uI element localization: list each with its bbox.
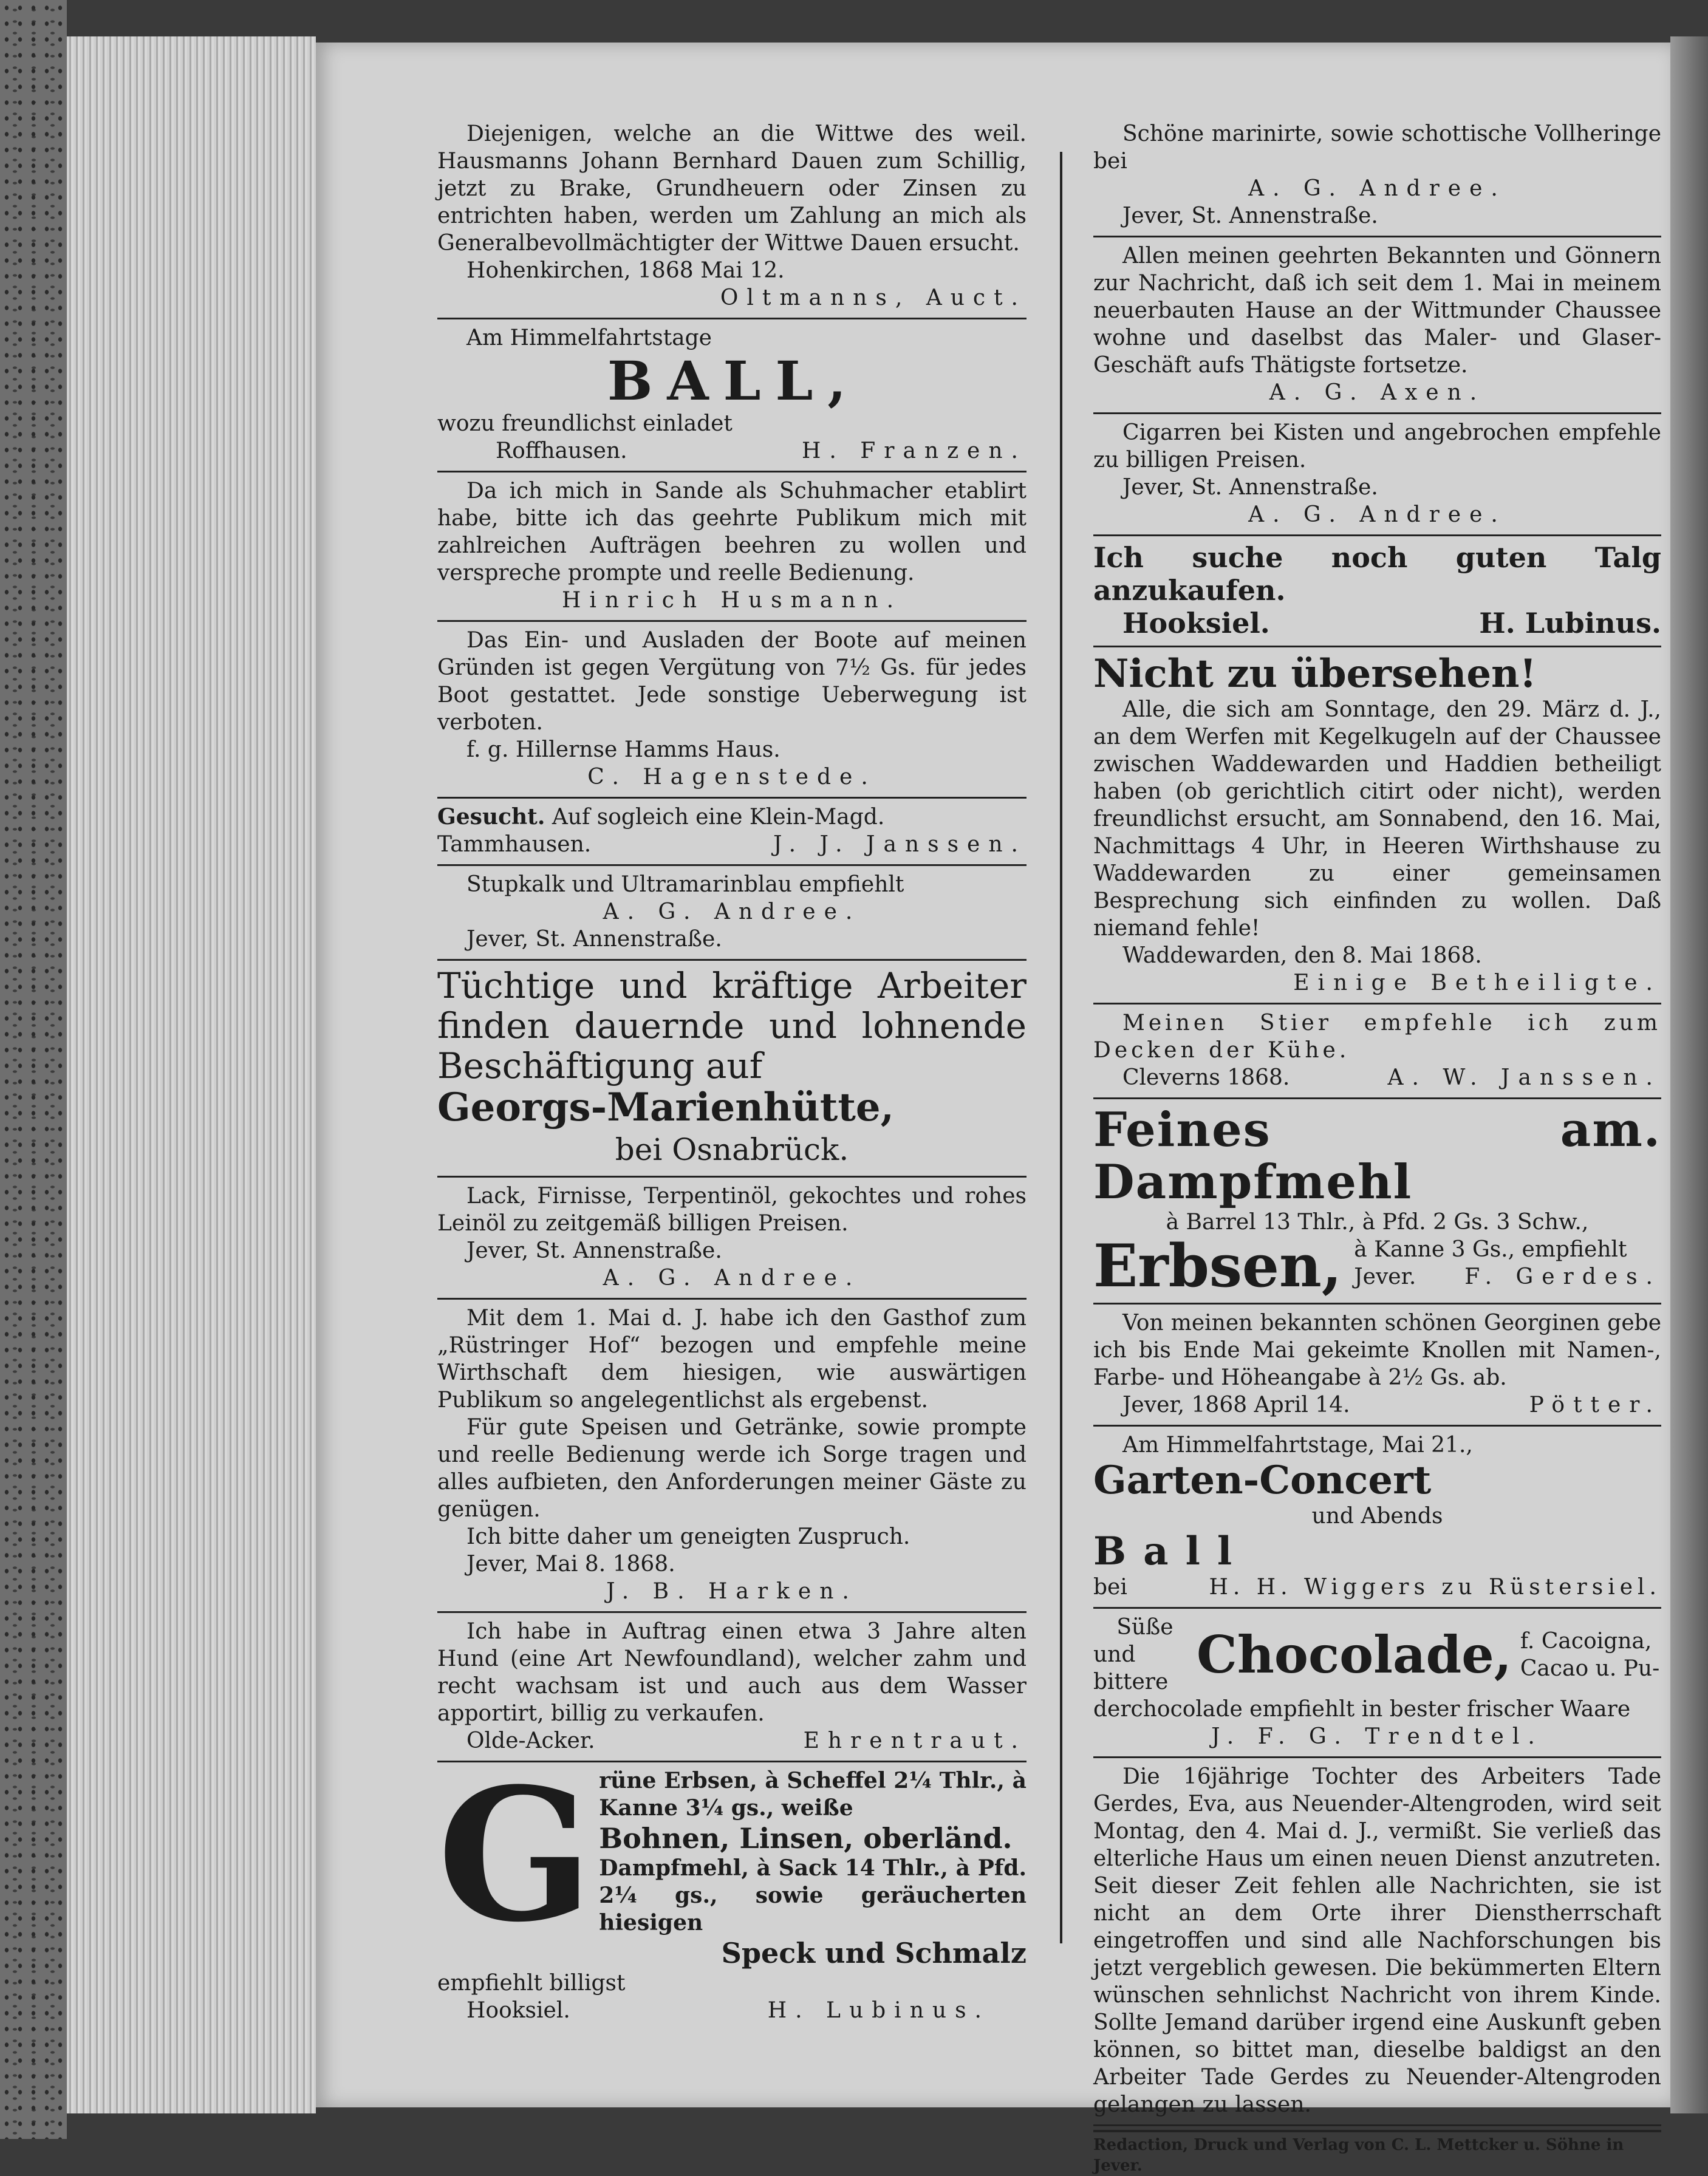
ad-line: bei: [1093, 1575, 1127, 1600]
ad-vollheringe: [1093, 115, 1661, 237]
ad-chocolade-title: Chocolade,: [1197, 1624, 1512, 1685]
ad-gruene-erbsen: [437, 1748, 1027, 2030]
ad-place: Tammhausen.: [437, 832, 592, 857]
ad-text: Alle, die sich am Sonntage, den 29. März d. J., an dem Werfen mit Kegelkugeln auf der Chaussee zwischen Waddewarden und Haddien betheiligt haben (ob gerichtlich citirt oder nicht), werden freundlichst ersucht, am Sonnabend, den 16. Mai, Nachmittags 4 Uhr, in Heeren Wirthshause zu Waddewarden zu einer gemeinsamen Besprechung sich einfinden zu wollen. Daß niemand fehle!: [1093, 697, 1661, 941]
ad-dauen-notice: [437, 115, 1027, 319]
ad-text: Da ich mich in Sande als Schuhmacher etablirt habe, bitte ich das geehrte Publikum mich mit zahlreichen Aufträgen beehren zu wollen und verspreche prompte und reelle Bedienung.: [437, 479, 1027, 585]
ad-chocolade: [1093, 1609, 1661, 1758]
ad-paragraph: Mit dem 1. Mai d. J. habe ich den Gasthof zum „Rüstringer Hof“ bezogen und empfehle meine Wirthschaft dem hiesigen, wie auswärtigen Publikum so angelegentlichst als ergebenst.: [437, 1306, 1027, 1413]
ad-georgs-marienhuette: [437, 961, 1027, 1178]
ad-signature: J. F. G. Trendtel.: [1211, 1724, 1543, 1749]
ad-text: Ich habe in Auftrag einen etwa 3 Jahre alten Hund (eine Art Newfoundland), welcher zahm und recht wachsam ist und auch aus dem Wasser apportirt, billig zu verkaufen.: [437, 1619, 1027, 1726]
ad-place: Jever, St. Annenstraße.: [466, 1238, 722, 1263]
ad-line: Süße: [1116, 1615, 1173, 1640]
ad-line: Am Himmelfahrtstage, Mai 21.,: [1122, 1433, 1473, 1458]
ad-paragraph: Für gute Speisen und Getränke, sowie prompte und reelle Bedienung werde ich Sorge tragen und alles aufbieten, den Anforderungen meiner Gäste zu genügen.: [437, 1415, 1027, 1522]
printer-imprint: Redaction, Druck und Verlag von C. L. Mettcker u. Söhne in Jever.: [1093, 2130, 1661, 2176]
ad-bold-label: Gesucht.: [437, 804, 545, 830]
ad-place: Jever, St. Annenstraße.: [1122, 475, 1378, 500]
ad-text: Diejenigen, welche an die Wittwe des weil. Hausmanns Johann Bernhard Dauen zum Schillig, jetzt zu Brake, Grundheuern oder Zinsen zu entrichten haben, werden um Zahlung an mich als Generalbevollmächtigter der Wittwe Dauen ersucht.: [437, 121, 1027, 256]
ad-vermisst: [1093, 1758, 1661, 2126]
ad-signature: Einige Betheiligte.: [1293, 970, 1661, 995]
ad-place: f. g. Hillernse Hamms Haus.: [466, 737, 781, 762]
ad-signature: A. G. Axen.: [1269, 380, 1486, 405]
ad-boote: [437, 622, 1027, 799]
ad-signature: H. Franzen.: [801, 438, 1027, 463]
ad-signature: H. H. Wiggers zu Rüstersiel.: [1209, 1575, 1661, 1600]
ad-line: f. Cacoigna,: [1520, 1628, 1652, 1654]
ad-line: Am Himmelfahrtstage: [466, 326, 712, 350]
ad-signature: C. Hagenstede.: [587, 765, 876, 790]
ad-signature: Ehrentraut.: [803, 1728, 1027, 1753]
ad-headline: Tüchtige und kräftige Arbeiter finden dauernde und lohnende Beschäftigung auf: [437, 965, 1027, 1086]
ad-company-name: Georgs-Marienhütte,: [437, 1085, 894, 1130]
ad-text: Die 16jährige Tochter des Arbeiters Tade Gerdes, Eva, aus Neuender-Altengroden, wird seit Montag, den 4. Mai d. J., vermißt. Sie verließ das elterliche Haus um einen neuen Dienst anzutreten. Seit dieser Zeit fehlen alle Nachrichten, sie ist nicht an dem Orte ihrer Dienstherrschaft eingetroffen und sind alle Nachforschungen bis jetzt vergeblich gewesen. Die bekümmerten Eltern wünschen sehnlichst Nachricht von ihrem Kinde. Sollte Jemand darüber irgend eine Auskunft geben können, so bittet man, dieselbe baldigst an den Arbeiter Tade Gerdes zu Neuender-Altengroden gelangen zu lassen.: [1093, 1764, 1661, 2117]
ad-dampfmehl-erbsen: [1093, 1099, 1661, 1305]
page-stack-edge: [67, 36, 316, 2113]
left-column: [437, 115, 1027, 2030]
ad-signature: J. J. Janssen.: [773, 832, 1027, 857]
ad-place: Hooksiel.: [1122, 607, 1270, 639]
ad-axen: [1093, 237, 1661, 414]
ad-georginen: [1093, 1305, 1661, 1427]
ad-place: Jever, St. Annenstraße.: [466, 927, 722, 952]
ad-talg: [1093, 536, 1661, 647]
right-column: [1093, 115, 1661, 2176]
ad-headline: Feines am. Dampfmehl: [1093, 1102, 1661, 1210]
ad-line: und bittere: [1093, 1642, 1169, 1694]
ad-place: Olde-Acker.: [466, 1728, 595, 1753]
ad-cigarren: [1093, 414, 1661, 536]
ad-text: Meinen Stier empfehle ich zum Decken der Kühe.: [1093, 1011, 1661, 1063]
ad-erbsen-title: Erbsen,: [1093, 1232, 1342, 1300]
ad-ball-roffhausen: [437, 319, 1027, 472]
ad-ball-title: Ball: [1093, 1529, 1249, 1574]
ad-headline: Garten-Concert: [1093, 1458, 1432, 1503]
ad-place: Hooksiel.: [466, 1998, 570, 2023]
ad-place-date: Hohenkirchen, 1868 Mai 12.: [466, 258, 785, 283]
ad-place-date: Waddewarden, den 8. Mai 1868.: [1122, 943, 1482, 968]
ad-ruestringer-hof: [437, 1300, 1027, 1613]
ad-stupkalk: [437, 866, 1027, 961]
ad-text: Das Ein- und Ausladen der Boote auf meinen Gründen ist gegen Vergütung von 7½ Gs. für jedes Boot gestattet. Jede sonstige Ueberwegung ist verboten.: [437, 628, 1027, 735]
ad-schuhmacher: [437, 472, 1027, 622]
ad-line: Dampfmehl, à Sack 14 Thlr., à Pfd. 2¼ gs., sowie geräucherten hiesigen: [599, 1855, 1027, 1936]
ad-signature: H. Lubinus.: [767, 1998, 990, 2023]
ad-text: derchocolade empfiehlt in bester frischer Waare: [1093, 1697, 1631, 1722]
ad-signature: A. G. Andree.: [1248, 502, 1506, 527]
ad-line: empfiehlt billigst: [437, 1971, 626, 1996]
ad-signature: H. Lubinus.: [1479, 607, 1661, 639]
ad-line: à Barrel 13 Thlr., à Pfd. 2 Gs. 3 Schw.,: [1166, 1210, 1589, 1235]
ad-line: rüne Erbsen, à Scheffel 2¼ Thlr., à Kanne 3¼ gs., weiße: [599, 1768, 1027, 1821]
ad-signature: Pötter.: [1529, 1393, 1661, 1417]
ad-place-date: Jever, Mai 8. 1868.: [466, 1552, 675, 1577]
ad-text: Cigarren bei Kisten und angebrochen empfehle zu billigen Preisen.: [1093, 420, 1661, 472]
ad-gesucht-magd: [437, 799, 1027, 866]
ad-text: Allen meinen geehrten Bekannten und Gönnern zur Nachricht, daß ich seit dem 1. Mai in meinem neuerbauten Hause an der Wittmunder Chaussee wohne und daselbst das Maler- und Glaser-Geschäft aufs Thätigste fortsetze.: [1093, 244, 1661, 378]
ad-text: Auf sogleich eine Klein-Magd.: [552, 805, 885, 830]
ad-stier: [1093, 1004, 1661, 1099]
ad-headline: Nicht zu übersehen!: [1093, 651, 1537, 697]
ad-line: und Abends: [1311, 1504, 1443, 1529]
ad-line: Bohnen, Linsen, oberländ.: [599, 1822, 1013, 1855]
ad-hund: [437, 1613, 1027, 1762]
book-right-edge: [1670, 36, 1708, 2113]
ad-signature: J. B. Harken.: [606, 1579, 858, 1604]
ad-nicht-zu-uebersehen: [1093, 647, 1661, 1004]
ad-signature: A. G. Andree.: [603, 899, 861, 924]
ad-paragraph: Ich bitte daher um geneigten Zuspruch.: [466, 1524, 910, 1549]
ad-text: Stupkalk und Ultramarinblau empfiehlt: [466, 872, 904, 897]
column-divider: [1060, 152, 1062, 1943]
ad-initial-letter: G: [437, 1748, 593, 1962]
ad-place-date: Jever, 1868 April 14.: [1122, 1393, 1350, 1417]
ad-line: Cacao u. Pu-: [1520, 1656, 1660, 1681]
ad-signature: Hinrich Husmann.: [561, 588, 903, 613]
ad-signature: Oltmanns, Auct.: [720, 285, 1027, 310]
ad-text: Von meinen bekannten schönen Georginen gebe ich bis Ende Mai gekeimte Knollen mit Namen-, Farbe- und Höheangabe à 2½ Gs. ab.: [1093, 1311, 1661, 1390]
ad-text: Ich suche noch guten Talg anzukaufen.: [1093, 541, 1661, 607]
ad-lack-firnisse: [437, 1178, 1027, 1300]
ad-signature: A. W. Janssen.: [1387, 1065, 1661, 1090]
book-binding: [0, 0, 67, 2139]
ad-garten-concert: [1093, 1427, 1661, 1609]
ad-signature: A. G. Andree.: [1248, 176, 1506, 201]
ad-place: Jever.: [1354, 1264, 1416, 1289]
ad-line: à Kanne 3 Gs., empfiehlt: [1354, 1237, 1627, 1262]
ad-signature: A. G. Andree.: [603, 1266, 861, 1291]
ad-location: bei Osnabrück.: [615, 1132, 849, 1167]
ad-line: Speck und Schmalz: [721, 1937, 1027, 1970]
ad-signature: F. Gerdes.: [1464, 1264, 1661, 1289]
ad-place: Cleverns 1868.: [1122, 1065, 1290, 1090]
ad-place: Roffhausen.: [496, 438, 627, 463]
ad-text: Schöne marinirte, sowie schottische Vollheringe bei: [1093, 121, 1661, 174]
ad-place: Jever, St. Annenstraße.: [1122, 203, 1378, 228]
ad-line: wozu freundlichst einladet: [437, 411, 733, 436]
ad-text: Lack, Firnisse, Terpentinöl, gekochtes und rohes Leinöl zu zeitgemäß billigen Preisen.: [437, 1184, 1027, 1236]
ad-ball-title: BALL,: [607, 349, 861, 412]
